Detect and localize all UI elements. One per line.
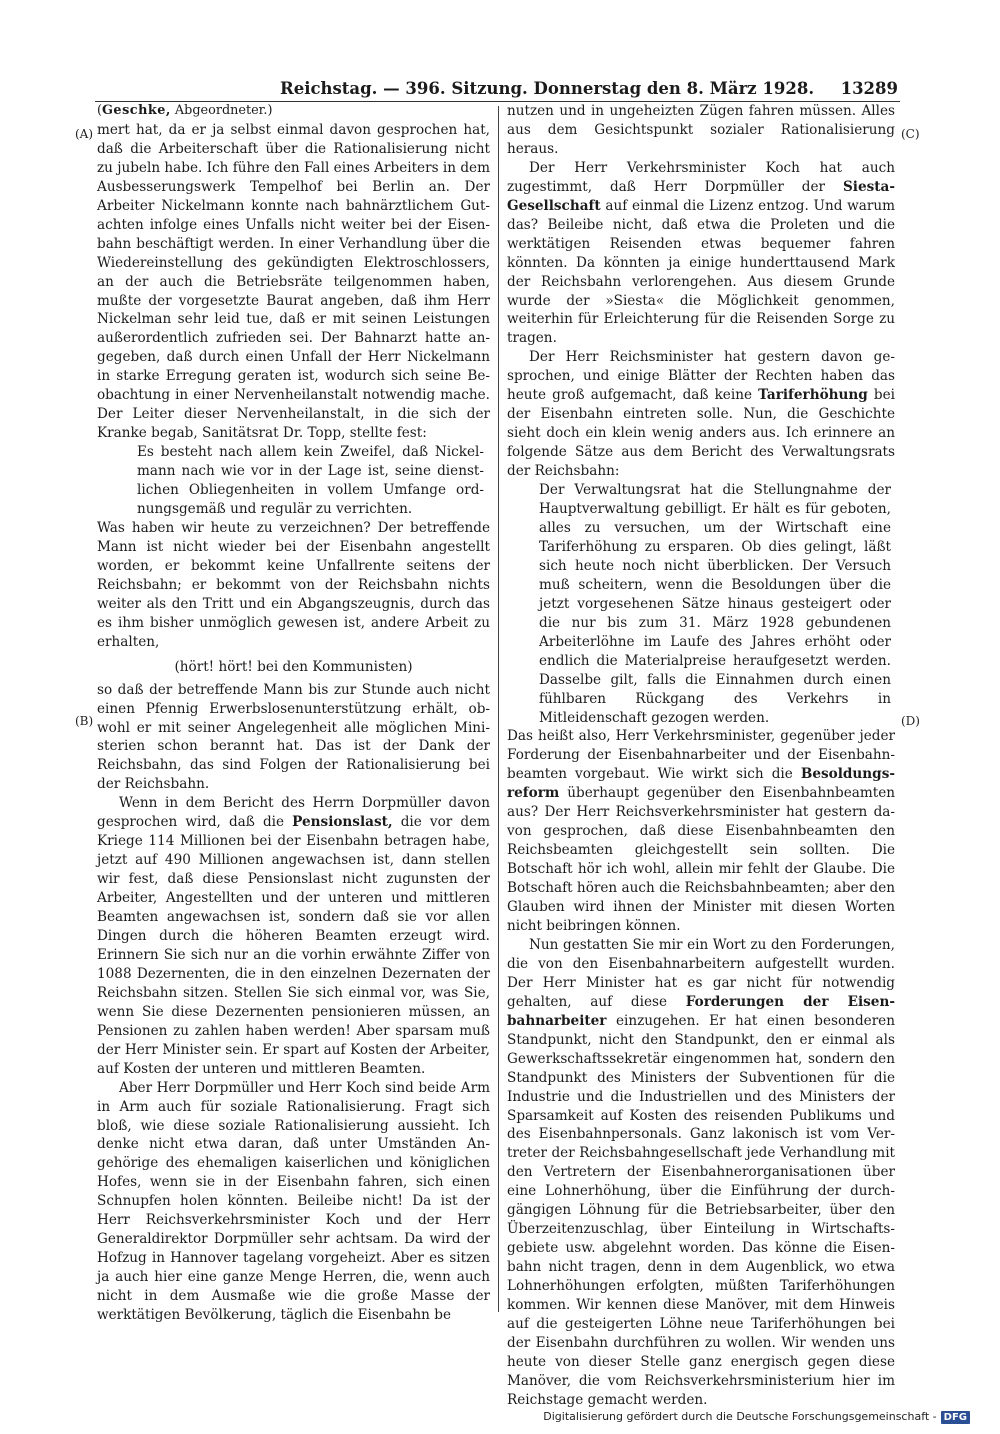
digitization-credit	[543, 1409, 970, 1425]
paragraph: Der Herr Verkehrsminister Koch hat auch zugestimmt, daß Herr Dorpmüller der Siesta-Gesellschaft auf einmal die Lizenz entzog. Und warum das? Beileibe nicht, daß etwa die Proleten und die werktätigen Reisenden etwas bequemer fahren könnten. Da könnten ja einige hunderttausend Mark der Reichsbahn verlorengehen. Aus diesem Grunde wurde der »Siesta« die Möglichkeit genommen, weiterhin für Erleichterung für die Reisenden Sorge zu tragen.	[507, 159, 895, 347]
block-quote: Der Verwaltungsrat hat die Stellungnahme der Hauptverwaltung gebilligt. Er hält es für geboten, alles zu versuchen, um der Wirtschaft eine Tariferhöhung zu ersparen. Ob dies gelingt, läßt sich heute noch nicht überblicken. Der Versuch muß scheitern, wenn die Besoldungen über die jetzt vorgesehenen Sätze hinaus gesteigert oder die nur bis zum 31. März 1928 gebundenen Arbeiterlöhne im Laufe des Jahres erhöht oder endlich die Materialpreise heraufgesetzt werden. Dasselbe gilt, falls die Einnahmen durch einen fühlbaren Rückgang des Verkehrs in Mitleidenschaft gezogen werden.	[539, 482, 891, 726]
page-number: 13289	[840, 79, 898, 98]
dfg-logo: DFG	[941, 1411, 970, 1424]
paragraph: so daß der betreffende Mann bis zur Stunde auch nicht einen Pfennig Erwerbslosenunterstützung erhält, obwohl er mit seiner Angelegenheit alle möglichen Ministerien schon berannt hat. Das ist der Dank der Reichsbahn, das sind Folgen der Rationalisierung bei der Reichsbahn.	[97, 681, 490, 793]
margin-marker-b: (B)	[75, 714, 94, 728]
margin-marker-c: (C)	[901, 127, 920, 141]
paragraph: Nun gestatten Sie mir ein Wort zu den Forderungen, die von den Eisenbahnarbeitern aufgestellt wurden. Der Herr Minister hat es gar nicht für notwendig gehalten, auf diese Forderungen der Eisenbahnarbeiter einzugehen. Er hat einen besonderen Standpunkt, nicht den Standpunkt, den er einmal als Gewerkschaftssekretär eingenommen hat, sondern den Standpunkt des Ministers der Subventionen für die Industrie und die Industriellen und des Ministers der Sparsamkeit auf Kosten des reisenden Publikums und des Eisenbahnpersonals. Ganz lakonisch ist vom Vertreter der Reichsbahngesellschaft jede Verhandlung mit den Vertretern der Eisenbahnerorganisationen über eine Lohnerhöhung, über die Einführung der durchgängigen Löhnung für die Betriebsarbeiter, über den Überzeitenzuschlag, über Einteilung in Wirtschaftsgebiete usw. abgelehnt worden. Das könne die Eisenbahn nicht tragen, denn in dem Augenblick, wo etwa Lohnerhöhungen erfolgten, müßten Tariferhöhungen kommen. Wir kennen diese Manöver, mit dem Hinweis auf die gesteigerten Löhne neue Tariferhöhungen bei der Eisenbahn durchführen zu wollen. Wir wenden uns heute von dieser Stelle ganz energisch gegen diese Manöver, die vom Reichsverkehrsministerium hier im Reichstage gemacht werden.	[507, 936, 896, 1408]
speaker-name: Geschke,	[102, 103, 171, 118]
emphasis: Siesta-Gesellschaft	[507, 178, 895, 214]
speaker-role: Abgeordneter.)	[174, 103, 273, 118]
page-header	[95, 76, 900, 102]
emphasis: Pensionslast,	[292, 814, 393, 831]
block-quote: Es besteht nach allem kein Zweifel, daß Nickelmann nach wie vor in der Lage ist, seine dienstlichen Obliegenheiten in vollem Umfange ordnungsgemäß und regulär zu verrichten.	[137, 444, 484, 518]
interjection: (hört! hört! bei den Kommunisten)	[174, 658, 413, 675]
paragraph: Aber Herr Dorpmüller und Herr Koch sind beide Arm in Arm auch für soziale Rationalisierung. Fragt sich bloß, wie diese soziale Rationalisierung aussieht. Ich denke nicht etwa daran, daß unter Umständen Angehörige des ehemaligen kaiserlichen und königlichen Hofes, wenn sie in der Eisenbahn fahren, sich einen Schnupfen holen könnten. Beileibe nicht! Da ist der Herr Reichsverkehrsminister Koch und der Herr Generaldirektor Dorpmüller sehr achtsam. Da wird der Hofzug in Hannover tagelang vorgeheizt. Aber es sitzen ja auch hier eine ganze Menge Herren, die, wenn auch nicht in dem Ausmaße wie die große Masse der werktätigen Bevölkerung, täglich die Eisenbahn be	[97, 1079, 490, 1324]
emphasis: Forderungen der Eisenbahnarbeiter	[507, 993, 896, 1029]
paragraph: Der Herr Reichsminister hat gestern davon gesprochen, und einige Blätter der Rechten haben das heute groß aufgemacht, daß keine Tariferhöhung bei der Eisenbahn eintreten solle. Nun, die Geschichte sieht doch ein klein wenig anders aus. Ich erinnere an folgende Sätze aus dem Bericht des Verwaltungsrats der Reichsbahn:	[507, 349, 895, 480]
paragraph: Wenn in dem Bericht des Herrn Dorpmüller davon gesprochen wird, daß die Pensionslast, die vor dem Kriege 114 Millionen bei der Eisenbahn betragen habe, jetzt auf 490 Millionen angewachsen ist, dann stellen wir fest, daß diese Pensionslast nicht zugunsten der Arbeiter, Angestellten und der unteren und mittleren Beamten angewachsen ist, sondern daß sie vor allen Dingen durch die höheren Beamten erzeugt wird. Erinnern Sie sich nur an die vorhin erwähnte Ziffer von 1088 Dezernenten, die in den einzelnen Dezernaten der Reichsbahn sitzen. Stellen Sie sich einmal vor, was Sie, wenn Sie diese Dezernenten pensionieren müssen, an Pensionen zu zahlen haben werden! Aber sparsam muß der Herr Minister sein. Er spart auf Kosten der Arbeiter, auf Kosten der unteren und mittleren Beamten.	[97, 795, 490, 1077]
emphasis: Tariferhöhung	[758, 387, 868, 404]
speaker-note: (Geschke, Abgeordneter.)	[97, 103, 273, 118]
credit-text: Digitalisierung gefördert durch die Deutsche Forschungsgemeinschaft -	[543, 1410, 937, 1423]
margin-marker-a: (A)	[75, 127, 94, 141]
running-title: Reichstag. — 396. Sitzung. Donnerstag den 8. März 1928.	[280, 79, 815, 98]
paragraph: Was haben wir heute zu verzeichnen? Der betreffende Mann ist nicht wieder bei der Eisenbahn angestellt worden, er bekommt keine Unfallrente seitens der Reichsbahn; er bekommt von der Reichsbahn nichts weiter als den Tritt und ein Abgangszeugnis, durch das es ihm bisher unmöglich gewesen ist, andere Arbeit zu erhalten,	[97, 519, 490, 650]
paragraph: mert hat, da er ja selbst einmal davon gesprochen hat, daß die Arbeiterschaft über die Rationalisierung nicht zu jubeln habe. Ich führe den Fall eines Arbeiters in dem Ausbesserungswerk Tempelhof bei Berlin an. Der Arbeiter Nickelmann konnte nach bahnärztlichem Gutachten infolge eines Unfalls nicht weiter bei der Eisenbahn beschäftigt werden. In einer Verhandlung über die Wiedereinstellung des gekündigten Elektroschlossers, an der auch die Betriebsräte teilgenommen haben, mußte der vorgesetzte Baurat angeben, daß ihm Herr Nickelman sehr leid tue, daß er mit seinen Leistungen außerordentlich zufrieden sei. Der Bahnarzt hatte angegeben, daß durch einen Unfall der Herr Nickelmann in starke Erregung geraten ist, wodurch sich seine Beobachtung in einer Nervenheilanstalt notwendig mache. Der Leiter dieser Nervenheilanstalt, in die sich der Kranke begab, Sanitätsrat Dr. Topp, stellte fest:	[97, 121, 490, 442]
margin-marker-d: (D)	[901, 714, 920, 728]
left-column	[97, 102, 490, 1325]
paragraph: nutzen und in ungeheizten Zügen fahren müssen. Alles aus dem Gesichtspunkt sozialer Rationalisierung heraus.	[507, 103, 895, 157]
column-separator	[498, 106, 499, 1312]
emphasis: Besoldungsreform	[507, 766, 895, 802]
right-column	[507, 102, 895, 1410]
paragraph: Das heißt also, Herr Verkehrsminister, gegenüber jeder Forderung der Eisenbahnarbeiter und der Eisenbahnbeamten vorgebaut. Wie wirkt sich die Besoldungsreform überhaupt gegenüber den Eisenbahnbeamten aus? Der Herr Reichsverkehrsminister hat gestern davon gesprochen, daß diese Eisenbahnbeamten den Reichsbeamten gleichgestellt sein sollten. Die Botschaft hör ich wohl, allein mir fehlt der Glaube. Die Botschaft hören auch die Reichsbahnbeamten; aber den Glauben wird ihnen der Minister mit diesen Worten nicht beibringen können.	[507, 728, 895, 934]
